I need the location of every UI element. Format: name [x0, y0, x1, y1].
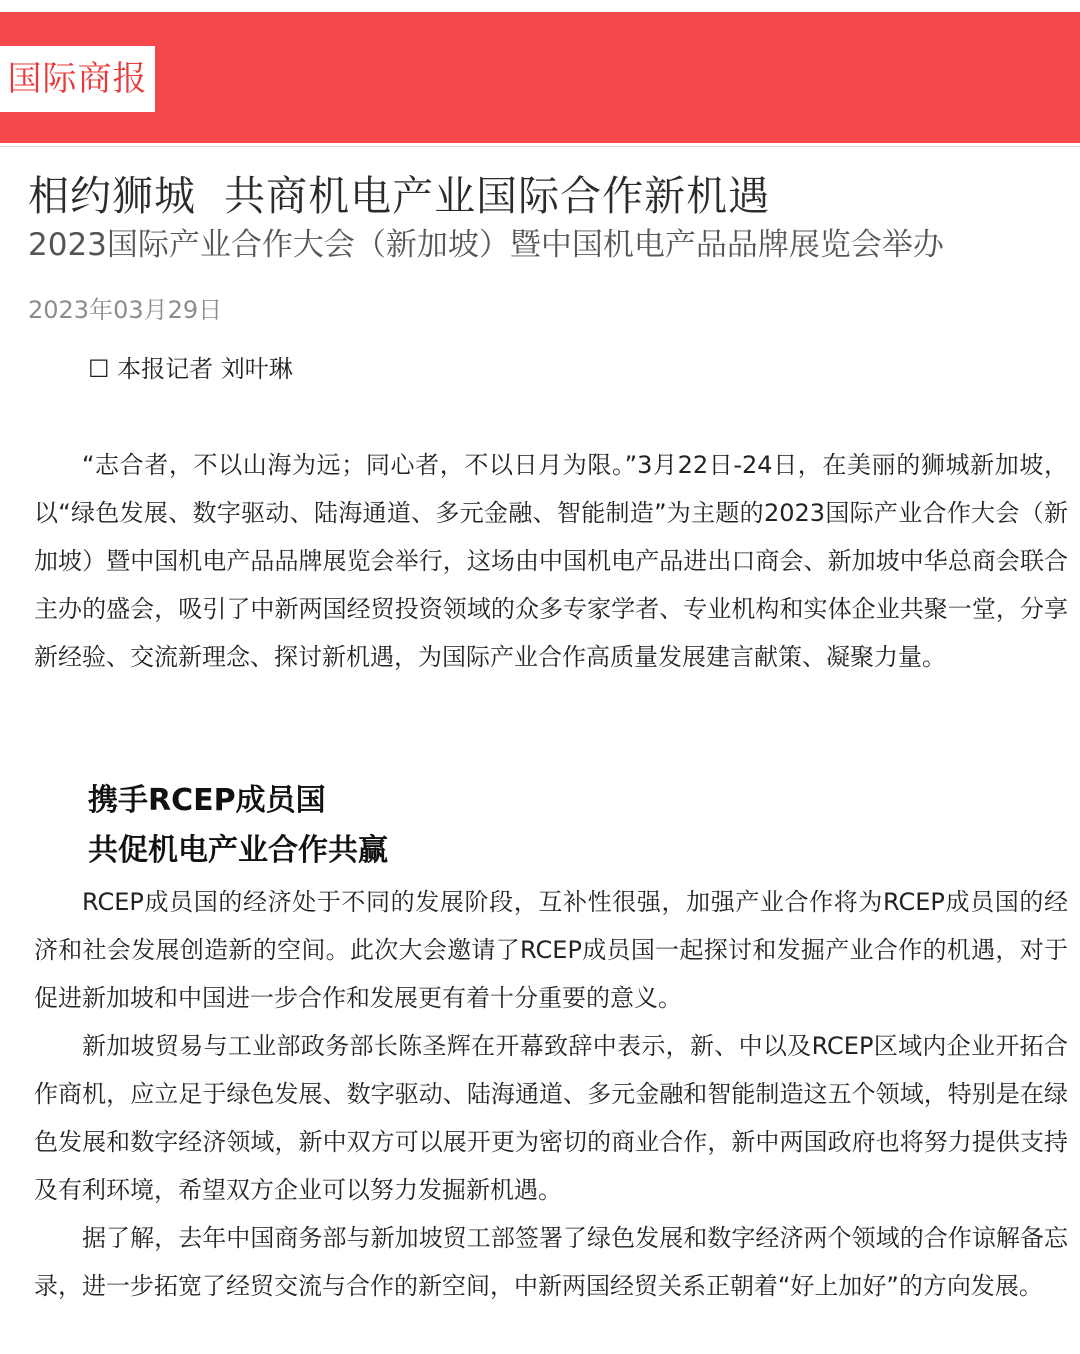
paragraph-intro: “志合者，不以山海为远；同心者，不以日月为限。”3月22日-24日，在美丽的狮城新加坡，以“绿色发展、数字驱动、陆海通道、多元金融、智能制造”为主题的2023国际产业合作大会（新加坡）暨中国机电产品品牌展览会举行，这场由中国机电产品进出口商会、新加坡中华总商会联合主办的盛会，吸引了中新两国经贸投资领域的众多专家学者、专业机构和实体企业共聚一堂，分享新经验、交流新理念、探讨新机遇，为国际产业合作高质量发展建言献策、凝聚力量。	[34, 451, 1068, 671]
author-byline: ☐ 本报记者 刘叶琳	[88, 355, 293, 383]
section-heading	[88, 776, 388, 876]
article-title: 相约狮城 共商机电产业国际合作新机遇	[28, 172, 771, 220]
header-band	[0, 12, 1080, 143]
section-heading-line-2: 共促机电产业合作共赢	[88, 833, 388, 868]
paragraph-rcep: RCEP成员国的经济处于不同的发展阶段，互补性很强，加强产业合作将为RCEP成员国的经济和社会发展创造新的空间。此次大会邀请了RCEP成员国一起探讨和发掘产业合作的机遇，对于促进新加坡和中国进一步合作和发展更有着十分重要的意义。	[34, 888, 1068, 1012]
paragraph-mou: 据了解，去年中国商务部与新加坡贸工部签署了绿色发展和数字经济两个领域的合作谅解备忘录，进一步拓宽了经贸交流与合作的新空间，中新两国经贸关系正朝着“好上加好”的方向发展。	[34, 1224, 1068, 1300]
brand-logo[interactable]	[0, 46, 155, 112]
brand-logo-text: 国际商报	[7, 59, 148, 99]
publish-date: 2023年03月29日	[28, 296, 223, 324]
paragraph-minister-speech: 新加坡贸易与工业部政务部长陈圣辉在开幕致辞中表示，新、中以及RCEP区域内企业开拓合作商机，应立足于绿色发展、数字驱动、陆海通道、多元金融和智能制造这五个领域，特别是在绿色发展和数字经济领域，新中双方可以展开更为密切的商业合作，新中两国政府也将努力提供支持及有利环境，希望双方企业可以努力发掘新机遇。	[34, 1032, 1068, 1204]
header-divider	[0, 146, 1080, 147]
section-heading-line-1: 携手RCEP成员国	[88, 783, 326, 818]
article-subtitle: 2023国际产业合作大会（新加坡）暨中国机电产品品牌展览会举办	[28, 227, 944, 263]
